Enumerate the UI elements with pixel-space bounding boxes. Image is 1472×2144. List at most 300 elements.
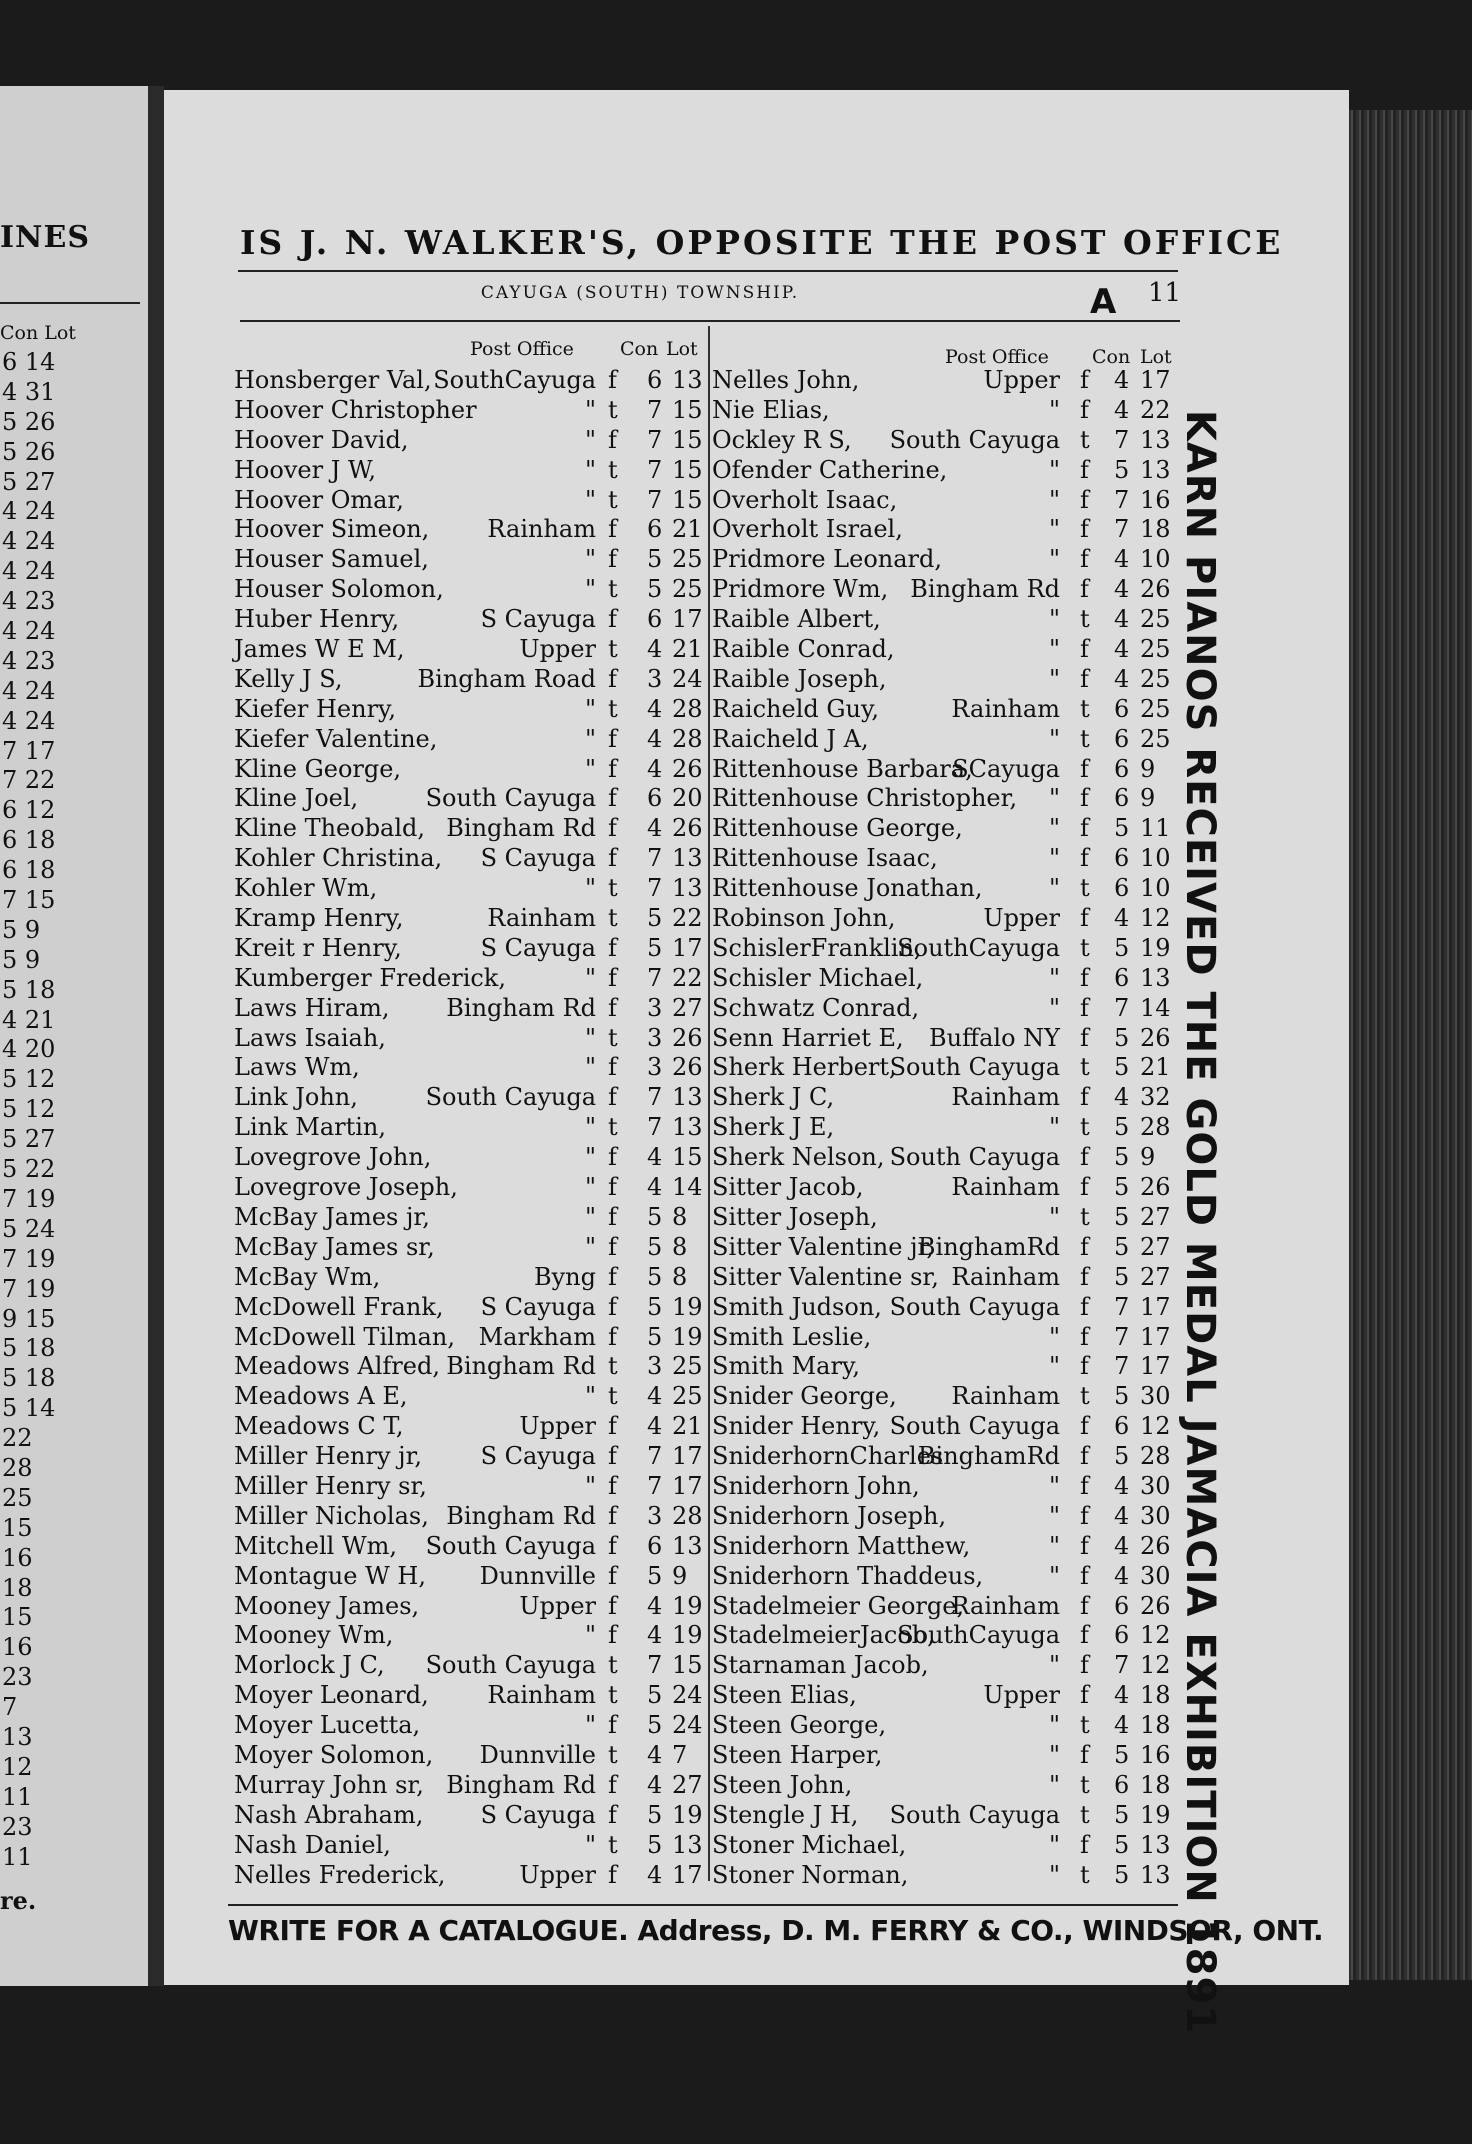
- entry-name: Meadows C T,: [234, 1412, 404, 1441]
- entry-concession: 3: [647, 1352, 663, 1381]
- entry-concession: 7: [1114, 1292, 1130, 1321]
- entry-tenure: f: [608, 993, 617, 1022]
- entry-tenure: t: [608, 1352, 618, 1381]
- left-page-number-row: 5 12: [2, 1065, 56, 1094]
- directory-entry: [234, 545, 704, 575]
- entry-tenure: f: [1080, 455, 1089, 484]
- entry-lot: 10: [1140, 545, 1171, 574]
- entry-name: Kramp Henry,: [234, 904, 404, 933]
- directory-entry: [712, 874, 1182, 904]
- entry-concession: 5: [1114, 814, 1130, 843]
- directory-entry: [712, 1293, 1182, 1323]
- entry-tenure: t: [608, 485, 618, 514]
- entry-post-office: Rainham: [951, 1591, 1060, 1620]
- page-edges: [1340, 110, 1472, 1980]
- left-page-numbers: [2, 348, 142, 1872]
- entry-tenure: f: [608, 1501, 617, 1530]
- entry-post-office: ": [584, 1202, 596, 1231]
- entry-post-office: S Cayuga: [480, 1292, 596, 1321]
- entry-concession: 5: [647, 575, 663, 604]
- entry-lot: 17: [1140, 1292, 1171, 1321]
- entry-lot: 30: [1140, 1501, 1171, 1530]
- entry-post-office: ": [1048, 1770, 1060, 1799]
- directory-entry: [234, 1801, 704, 1831]
- entry-tenure: f: [608, 1621, 617, 1650]
- entry-concession: 4: [647, 1770, 663, 1799]
- directory-entry: [234, 1771, 704, 1801]
- entry-concession: 4: [1114, 1681, 1130, 1710]
- entry-post-office: Upper: [983, 366, 1060, 394]
- entry-tenure: t: [1080, 694, 1090, 723]
- left-page-number-row: 6 12: [2, 796, 56, 825]
- entry-lot: 17: [672, 933, 703, 962]
- entry-tenure: f: [608, 1442, 617, 1471]
- entry-tenure: t: [1080, 1860, 1090, 1889]
- entry-lot: 19: [672, 1800, 703, 1829]
- directory-entry: [712, 904, 1182, 934]
- entry-post-office: ": [1048, 1860, 1060, 1889]
- directory-entry: [234, 396, 704, 426]
- entry-post-office: ": [1048, 1651, 1060, 1680]
- entry-post-office: ": [1048, 1322, 1060, 1351]
- entry-lot: 22: [1140, 395, 1171, 424]
- entry-tenure: f: [1080, 1561, 1089, 1590]
- entry-concession: 5: [647, 1232, 663, 1261]
- footer-advertisement: WRITE FOR A CATALOGUE. Address, D. M. FERRY & CO., WINDSOR, ONT.: [228, 1914, 1324, 1947]
- entry-post-office: Bingham Rd: [446, 993, 596, 1022]
- left-page-number-row: 4 23: [2, 646, 56, 675]
- entry-tenure: f: [608, 1591, 617, 1620]
- entry-concession: 5: [1114, 455, 1130, 484]
- directory-entry: [234, 1861, 704, 1891]
- entry-tenure: f: [608, 1770, 617, 1799]
- left-page-number-row: 5 27: [2, 467, 56, 496]
- entry-post-office: Upper: [983, 1681, 1060, 1710]
- directory-entry: [234, 515, 704, 545]
- entry-name: Lovegrove Joseph,: [234, 1173, 458, 1202]
- entry-lot: 9: [1140, 754, 1156, 783]
- entry-name: Steen George,: [712, 1711, 887, 1740]
- entry-lot: 28: [672, 694, 703, 723]
- directory-entry: [234, 1113, 704, 1143]
- entry-name: Smith Judson,: [712, 1292, 882, 1321]
- entry-concession: 4: [1114, 545, 1130, 574]
- directory-entry: [234, 1711, 704, 1741]
- entry-concession: 5: [1114, 1860, 1130, 1889]
- entry-post-office: ": [584, 1382, 596, 1411]
- entry-concession: 5: [647, 1202, 663, 1231]
- directory-entry: [712, 1532, 1182, 1562]
- entry-name: Kreit r Henry,: [234, 933, 402, 962]
- entry-name: Sitter Valentine sr,: [712, 1262, 939, 1291]
- entry-post-office: South Cayuga: [889, 1292, 1060, 1321]
- entry-post-office: ": [584, 1143, 596, 1172]
- left-page-footer: re.: [0, 1886, 37, 1915]
- entry-concession: 4: [647, 1382, 663, 1411]
- entry-lot: 13: [672, 1531, 703, 1560]
- left-page-number-row: 7 19: [2, 1244, 56, 1273]
- entry-post-office: ": [1048, 1830, 1060, 1859]
- directory-entry: [234, 755, 704, 785]
- entry-name: Nash Abraham,: [234, 1800, 424, 1829]
- directory-entry: [234, 1532, 704, 1562]
- entry-lot: 32: [1140, 1083, 1171, 1112]
- entry-post-office: ": [1048, 1113, 1060, 1142]
- entry-post-office: ": [1048, 1531, 1060, 1560]
- entry-tenure: f: [1080, 1292, 1089, 1321]
- entry-tenure: f: [1080, 1830, 1089, 1859]
- entry-post-office: ": [1048, 1352, 1060, 1381]
- entry-tenure: f: [608, 1860, 617, 1889]
- entry-post-office: Bingham Rd: [910, 575, 1060, 604]
- entry-name: Link John,: [234, 1083, 358, 1112]
- entry-lot: 10: [1140, 874, 1171, 903]
- directory-entry: [712, 1382, 1182, 1412]
- entry-lot: 24: [672, 1681, 703, 1710]
- entry-tenure: f: [1080, 1591, 1089, 1620]
- entry-concession: 4: [647, 1143, 663, 1172]
- entry-lot: 25: [672, 1382, 703, 1411]
- entry-lot: 13: [1140, 1830, 1171, 1859]
- entry-tenure: t: [608, 395, 618, 424]
- entry-lot: 9: [1140, 784, 1156, 813]
- directory-entry: [712, 1502, 1182, 1532]
- entry-post-office: SouthCayuga: [433, 366, 596, 394]
- entry-post-office: ": [1048, 1471, 1060, 1500]
- entry-name: Schwatz Conrad,: [712, 993, 920, 1022]
- entry-concession: 7: [647, 1651, 663, 1680]
- left-page-number-row: 5 18: [2, 1364, 56, 1393]
- entry-concession: 7: [1114, 1651, 1130, 1680]
- column-divider: [708, 326, 710, 1881]
- entry-lot: 21: [672, 1412, 703, 1441]
- entry-concession: 5: [1114, 933, 1130, 962]
- directory-entry: [234, 665, 704, 695]
- entry-concession: 6: [647, 1531, 663, 1560]
- left-page-number-row: 5 12: [2, 1095, 56, 1124]
- entry-post-office: Markham: [478, 1322, 596, 1351]
- entry-post-office: Dunnville: [479, 1561, 596, 1590]
- left-page-number-row: 5 18: [2, 1334, 56, 1363]
- left-page: [0, 86, 150, 1986]
- entry-post-office: ": [584, 874, 596, 903]
- directory-entry: [712, 1621, 1182, 1651]
- entry-post-office: ": [584, 724, 596, 753]
- entry-lot: 13: [1140, 1860, 1171, 1889]
- entry-name: StadelmeierJacob,: [712, 1621, 935, 1650]
- directory-entry: [234, 1323, 704, 1353]
- entry-tenure: f: [608, 1800, 617, 1829]
- entry-tenure: f: [1080, 664, 1089, 693]
- directory-entry: [234, 1083, 704, 1113]
- column-header: [712, 338, 1182, 366]
- entry-lot: 18: [1140, 1770, 1171, 1799]
- entry-post-office: ": [1048, 814, 1060, 843]
- entry-concession: 5: [1114, 1442, 1130, 1471]
- entry-name: Kline Joel,: [234, 784, 359, 813]
- entry-name: Houser Samuel,: [234, 545, 429, 574]
- left-page-number-row: 4 24: [2, 706, 56, 735]
- left-page-number-row: 5 24: [2, 1214, 56, 1243]
- entry-lot: 15: [672, 395, 703, 424]
- entry-name: Kiefer Valentine,: [234, 724, 438, 753]
- entry-concession: 4: [647, 1591, 663, 1620]
- entry-post-office: South Cayuga: [889, 1053, 1060, 1082]
- book-spine: [148, 86, 164, 1986]
- directory-entry: [712, 784, 1182, 814]
- directory-entry: [712, 934, 1182, 964]
- entry-concession: 4: [1114, 395, 1130, 424]
- entry-post-office: ": [1048, 1711, 1060, 1740]
- entry-tenure: f: [1080, 844, 1089, 873]
- left-page-number-row: 7 17: [2, 736, 56, 765]
- entry-tenure: f: [608, 515, 617, 544]
- entry-concession: 4: [647, 1173, 663, 1202]
- entry-lot: 18: [1140, 515, 1171, 544]
- entry-post-office: ": [1048, 545, 1060, 574]
- entry-name: Moyer Leonard,: [234, 1681, 429, 1710]
- entry-concession: 4: [1114, 664, 1130, 693]
- entry-tenure: f: [1080, 784, 1089, 813]
- header-lot: Lot: [666, 338, 698, 360]
- entry-name: Pridmore Leonard,: [712, 545, 942, 574]
- entry-lot: 25: [672, 575, 703, 604]
- entry-post-office: South Cayuga: [889, 1800, 1060, 1829]
- entry-name: Sherk Nelson,: [712, 1143, 885, 1172]
- directory-entry: [712, 844, 1182, 874]
- entry-concession: 3: [647, 1501, 663, 1530]
- entry-tenure: t: [608, 904, 618, 933]
- entry-tenure: f: [608, 1322, 617, 1351]
- entry-post-office: ": [584, 1711, 596, 1740]
- entry-post-office: Upper: [519, 1860, 596, 1889]
- entry-lot: 12: [1140, 1412, 1171, 1441]
- column-header: [234, 338, 704, 366]
- directory-entry: [234, 1263, 704, 1293]
- entry-lot: 18: [1140, 1681, 1171, 1710]
- entry-name: Laws Isaiah,: [234, 1023, 386, 1052]
- entry-tenure: f: [1080, 1471, 1089, 1500]
- entry-post-office: Rainham: [951, 694, 1060, 723]
- entry-post-office: ": [1048, 1561, 1060, 1590]
- entry-tenure: t: [608, 874, 618, 903]
- directory-entry: [234, 934, 704, 964]
- entry-name: Rittenhouse George,: [712, 814, 963, 843]
- entry-concession: 4: [1114, 1561, 1130, 1590]
- entry-tenure: f: [1080, 1501, 1089, 1530]
- entry-post-office: Byng: [533, 1262, 596, 1291]
- entry-concession: 6: [1114, 1770, 1130, 1799]
- entry-tenure: f: [608, 1143, 617, 1172]
- entry-name: Mooney Wm,: [234, 1621, 394, 1650]
- entry-concession: 4: [1114, 1531, 1130, 1560]
- directory-entry: [712, 456, 1182, 486]
- entry-name: Pridmore Wm,: [712, 575, 889, 604]
- entry-concession: 5: [647, 1800, 663, 1829]
- entry-tenure: f: [1080, 1322, 1089, 1351]
- entry-name: Kiefer Henry,: [234, 694, 397, 723]
- header-post-office: Post Office: [470, 338, 574, 360]
- left-page-number-row: 12: [2, 1752, 33, 1781]
- entry-name: Murray John sr,: [234, 1770, 424, 1799]
- entry-name: Kline Theobald,: [234, 814, 426, 843]
- entry-concession: 5: [1114, 1740, 1130, 1769]
- entry-post-office: ": [1048, 1501, 1060, 1530]
- entry-post-office: ": [1048, 993, 1060, 1022]
- entry-tenure: f: [608, 664, 617, 693]
- entry-name: James W E M,: [234, 635, 405, 664]
- entry-post-office: Rainham: [487, 515, 596, 544]
- directory-entry: [234, 1143, 704, 1173]
- entry-lot: 13: [672, 366, 703, 394]
- entry-lot: 13: [672, 874, 703, 903]
- top-banner: IS J. N. WALKER'S, OPPOSITE THE POST OFFICE: [240, 223, 1284, 262]
- directory-entry: [234, 635, 704, 665]
- entry-post-office: ": [584, 1113, 596, 1142]
- entry-post-office: Bingham Rd: [446, 1352, 596, 1381]
- header-post-office: Post Office: [945, 346, 1049, 368]
- directory-entry: [712, 396, 1182, 426]
- left-page-number-row: 16: [2, 1543, 33, 1572]
- left-page-number-row: 6 18: [2, 826, 56, 855]
- directory-entry: [234, 844, 704, 874]
- entry-lot: 26: [1140, 1023, 1171, 1052]
- left-page-number-row: 7 15: [2, 886, 56, 915]
- left-page-number-row: 28: [2, 1453, 33, 1482]
- entry-tenure: f: [1080, 1023, 1089, 1052]
- entry-post-office: Bingham Rd: [446, 1501, 596, 1530]
- entry-post-office: Rainham: [951, 1173, 1060, 1202]
- entry-concession: 5: [647, 1711, 663, 1740]
- entry-name: Kumberger Frederick,: [234, 963, 506, 992]
- directory-entry: [234, 1741, 704, 1771]
- entry-name: Raible Albert,: [712, 605, 881, 634]
- entry-post-office: S Cayuga: [480, 1442, 596, 1471]
- left-page-number-row: 6 14: [2, 348, 56, 376]
- directory-entry: [712, 1831, 1182, 1861]
- entry-concession: 4: [647, 1412, 663, 1441]
- entry-concession: 3: [647, 993, 663, 1022]
- entry-concession: 5: [1114, 1053, 1130, 1082]
- entry-concession: 6: [1114, 754, 1130, 783]
- entry-name: Hoover Omar,: [234, 485, 404, 514]
- entry-tenure: f: [1080, 1651, 1089, 1680]
- entry-name: Sniderhorn Joseph,: [712, 1501, 947, 1530]
- left-column-rows: [234, 366, 704, 1890]
- header-con: Con: [620, 338, 659, 360]
- directory-entry: [712, 1323, 1182, 1353]
- entry-concession: 7: [647, 455, 663, 484]
- entry-name: Hoover Christopher: [234, 395, 477, 424]
- entry-lot: 24: [672, 664, 703, 693]
- directory-entry: [234, 1173, 704, 1203]
- directory-entry: [712, 1741, 1182, 1771]
- entry-lot: 26: [1140, 1173, 1171, 1202]
- entry-tenure: f: [1080, 395, 1089, 424]
- directory-entry: [234, 1562, 704, 1592]
- entry-name: Mooney James,: [234, 1591, 420, 1620]
- directory-entry: [234, 1053, 704, 1083]
- entry-post-office: ": [584, 1232, 596, 1261]
- left-page-number-row: 15: [2, 1603, 33, 1632]
- entry-concession: 5: [1114, 1143, 1130, 1172]
- entry-post-office: SCayuga: [952, 754, 1060, 783]
- directory-entry: [712, 1771, 1182, 1801]
- entry-lot: 25: [1140, 635, 1171, 664]
- entry-lot: 9: [1140, 1143, 1156, 1172]
- directory-entry: [234, 1651, 704, 1681]
- directory-entry: [234, 695, 704, 725]
- entry-concession: 5: [1114, 1232, 1130, 1261]
- directory-entry: [234, 904, 704, 934]
- entry-post-office: BinghamRd: [917, 1232, 1060, 1261]
- entry-concession: 5: [1114, 1800, 1130, 1829]
- left-page-number-row: 5 26: [2, 407, 56, 436]
- entry-tenure: t: [608, 1382, 618, 1411]
- entry-concession: 4: [1114, 1501, 1130, 1530]
- left-page-number-row: 4 24: [2, 557, 56, 586]
- entry-lot: 27: [672, 993, 703, 1022]
- directory-entry: [234, 1352, 704, 1382]
- entry-tenure: f: [1080, 635, 1089, 664]
- entry-tenure: t: [608, 1830, 618, 1859]
- directory-entry: [234, 1382, 704, 1412]
- entry-tenure: f: [608, 844, 617, 873]
- entry-name: Schisler Michael,: [712, 963, 924, 992]
- entry-name: Starnaman Jacob,: [712, 1651, 929, 1680]
- entry-lot: 11: [1140, 814, 1171, 843]
- entry-post-office: ": [1048, 844, 1060, 873]
- entry-concession: 7: [647, 1442, 663, 1471]
- entry-concession: 6: [1114, 724, 1130, 753]
- entry-post-office: ": [584, 1173, 596, 1202]
- entry-post-office: Rainham: [951, 1262, 1060, 1291]
- entry-post-office: SouthCayuga: [897, 1621, 1060, 1650]
- entry-name: McBay Wm,: [234, 1262, 381, 1291]
- entry-tenure: t: [608, 635, 618, 664]
- entry-concession: 4: [1114, 1083, 1130, 1112]
- entry-tenure: f: [608, 605, 617, 634]
- entry-tenure: f: [1080, 1412, 1089, 1441]
- entry-tenure: f: [1080, 814, 1089, 843]
- entry-tenure: f: [1080, 1740, 1089, 1769]
- header-lot: Lot: [1140, 346, 1172, 368]
- entry-lot: 26: [672, 754, 703, 783]
- entry-name: Raicheld Guy,: [712, 694, 880, 723]
- directory-entry: [234, 575, 704, 605]
- entry-lot: 26: [672, 1023, 703, 1052]
- entry-concession: 4: [1114, 1711, 1130, 1740]
- entry-tenure: f: [1080, 1531, 1089, 1560]
- entry-post-office: Upper: [519, 635, 596, 664]
- left-page-number-row: 11: [2, 1842, 33, 1871]
- directory-entry: [712, 366, 1182, 396]
- entry-name: Stoner Norman,: [712, 1860, 909, 1889]
- entry-name: Rittenhouse Barbara,: [712, 754, 973, 783]
- entry-name: Honsberger Val,: [234, 366, 432, 394]
- directory-entry: [712, 725, 1182, 755]
- entry-tenure: t: [608, 1651, 618, 1680]
- entry-post-office: Upper: [519, 1412, 596, 1441]
- right-column-rows: [712, 366, 1182, 1890]
- entry-concession: 7: [647, 844, 663, 873]
- entry-name: Robinson John,: [712, 904, 896, 933]
- entry-tenure: t: [1080, 1382, 1090, 1411]
- entry-concession: 7: [647, 963, 663, 992]
- entry-tenure: f: [608, 933, 617, 962]
- entry-concession: 7: [647, 1113, 663, 1142]
- left-page-number-row: 16: [2, 1633, 33, 1662]
